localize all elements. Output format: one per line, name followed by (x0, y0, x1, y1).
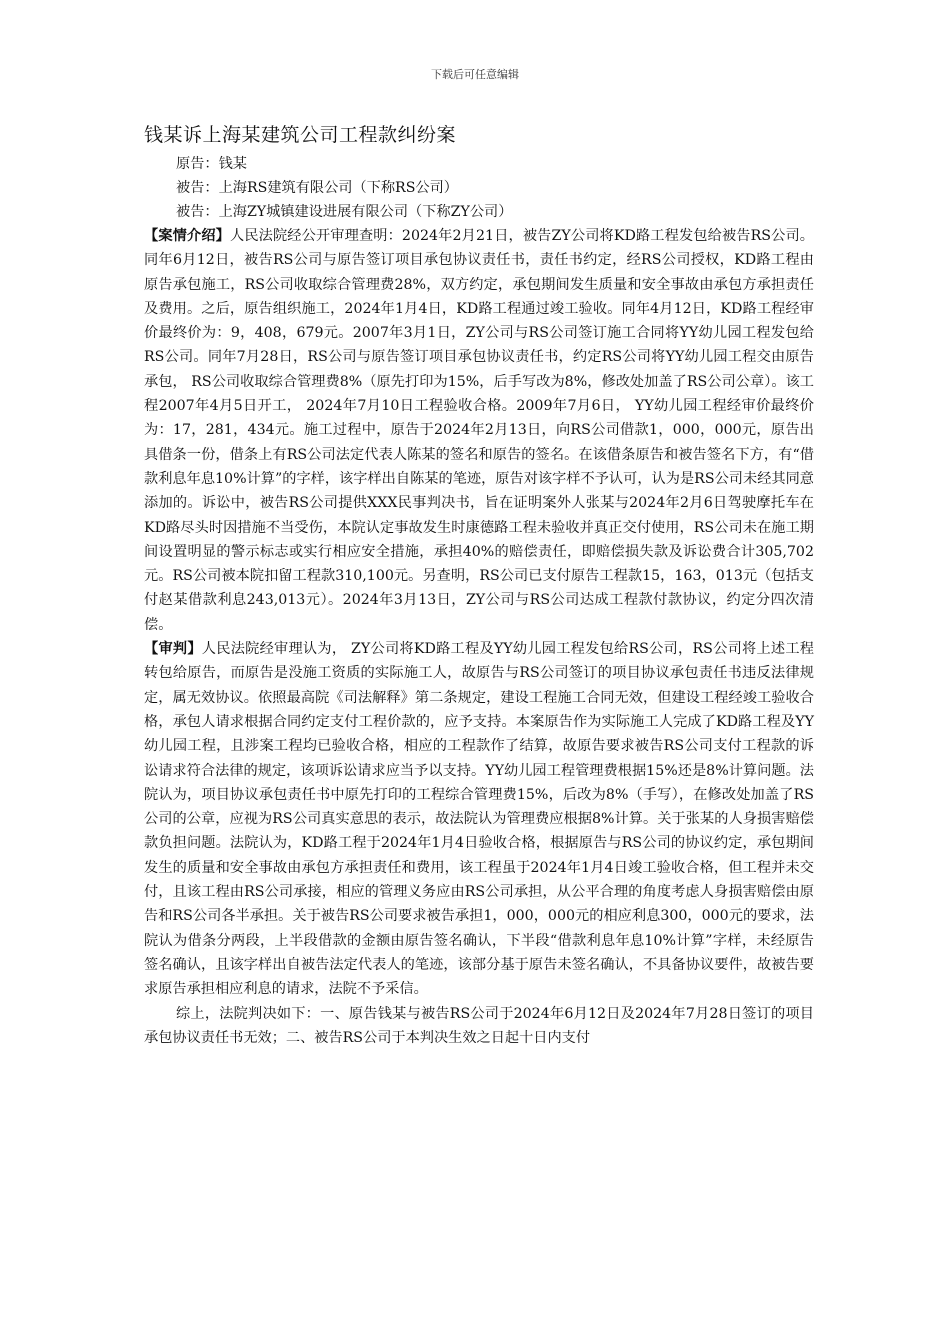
party-plaintiff: 原告：钱某 (176, 156, 247, 172)
party-defendant-rs: 被告：上海RS建筑有限公司（下称RS公司） (176, 180, 458, 196)
conclusion-paragraph: 综上，法院判决如下：一、原告钱某与被告RS公司于2024年6月12日及2024年7月28日签订的项目承包协议责任书无效；二、被告RS公司于本判决生效之日起十日内支付 (144, 1005, 814, 1046)
judgment-paragraph (144, 637, 814, 1001)
judgment-heading: 【审判】 (144, 641, 202, 658)
parties-list (144, 152, 814, 224)
party-defendant-zy: 被告：上海ZY城镇建设进展有限公司（下称ZY公司） (176, 204, 513, 220)
case-intro-text: 人民法院经公开审理查明：2024年2月21日，被告ZY公司将KD路工程发包给被告RS公司。同年6月12日，被告RS公司与原告签订项目承包协议责任书，责任书约定，经RS公司授权，KD路工程由原告承包施工，RS公司收取综合管理费28%，双方约定，承包期间发生质量和安全事故由承包方承担责任及费用。之后，原告组织施工，2024年1月4日，KD路工程通过竣工验收。同年4月12日，KD路工程经审价最终价为：9，408，679元。2007年3月1日，ZY公司与RS公司签订施工合同将YY幼儿园工程发包给RS公司。同年7月28日，RS公司与原告签订项目承包协议责任书，约定RS公司将YY幼儿园工程交由原告承包， RS公司收取综合管理费8%（原先打印为15%，后手写改为8%，修改处加盖了RS公司公章）。该工程2007年4月5日开工， 2024年7月10日工程验收合格。2009年7月6日， YY幼儿园工程经审价最终价为：17，281，434元。施工过程中，原告于2024年2月13日，向RS公司借款1，000，000元，原告出具借条一份，借条上有RS公司法定代表人陈某的签名和原告的签名。在该借条原告和被告签名下方，有“借款利息年息10%计算”的字样，该字样出自陈某的笔迹，原告对该字样不予认可，认为是RS公司未经其同意添加的。诉讼中，被告RS公司提供XXX民事判决书，旨在证明案外人张某与2024年2月6日驾驶摩托车在KD路尽头时因措施不当受伤，本院认定事故发生时康德路工程未验收并真正交付使用，RS公司未在施工期间设置明显的警示标志或实行相应安全措施，承担40%的赔偿责任，即赔偿损失款及诉讼费合计305,702元。RS公司被本院扣留工程款310,100元。另查明，RS公司已支付原告工程款15，163，013元（包括支付赵某借款利息243,013元）。2024年3月13日，ZY公司与RS公司达成工程款付款协议，约定分四次清偿。 (144, 228, 814, 633)
case-intro-paragraph (144, 224, 814, 637)
document-title: 钱某诉上海某建筑公司工程款纠纷案 (144, 124, 457, 146)
document-body (144, 118, 814, 1050)
header-note: 下载后可任意编辑 (431, 68, 519, 81)
case-intro-heading: 【案情介绍】 (144, 228, 230, 244)
judgment-text: 人民法院经审理认为， ZY公司将KD路工程及YY幼儿园工程发包给RS公司，RS公司将上述工程转包给原告，而原告是没施工资质的实际施工人，故原告与RS公司签订的项目协议承包责任书违反法律规定，属无效协议。依照最高院《司法解释》第二条规定，建设工程施工合同无效，但建设工程经竣工验收合格，承包人请求根据合同约定支付工程价款的，应予支持。本案原告作为实际施工人完成了KD路工程及YY幼儿园工程，且涉案工程均已验收合格，相应的工程款作了结算，故原告要求被告RS公司支付工程款的诉讼请求符合法律的规定，该项诉讼请求应当予以支持。YY幼儿园工程管理费根据15%还是8%计算问题。法院认为，项目协议承包责任书中原先打印的工程综合管理费15%，后改为8%（手写），在修改处加盖了RS公司的公章，应视为RS公司真实意思的表示，故法院认为管理费应根据8%计算。关于张某的人身损害赔偿款负担问题。法院认为，KD路工程于2024年1月4日验收合格，根据原告与RS公司的协议约定，承包期间发生的质量和安全事故由承包方承担责任和费用，该工程虽于2024年1月4日竣工验收合格，但工程并未交付，且该工程由RS公司承接，相应的管理义务应由RS公司承担，从公平合理的角度考虑人身损害赔偿由原告和RS公司各半承担。关于被告RS公司要求被告承担1，000，000元的相应利息300，000元的要求，法院认为借条分两段，上半段借款的金额由原告签名确认，下半段“借款利息年息10%计算”字样，未经原告签名确认，且该字样出自被告法定代表人的笔迹，该部分基于原告未签名确认，不具备协议要件，故被告要求原告承担相应利息的请求，法院不予采信。 (144, 641, 814, 998)
